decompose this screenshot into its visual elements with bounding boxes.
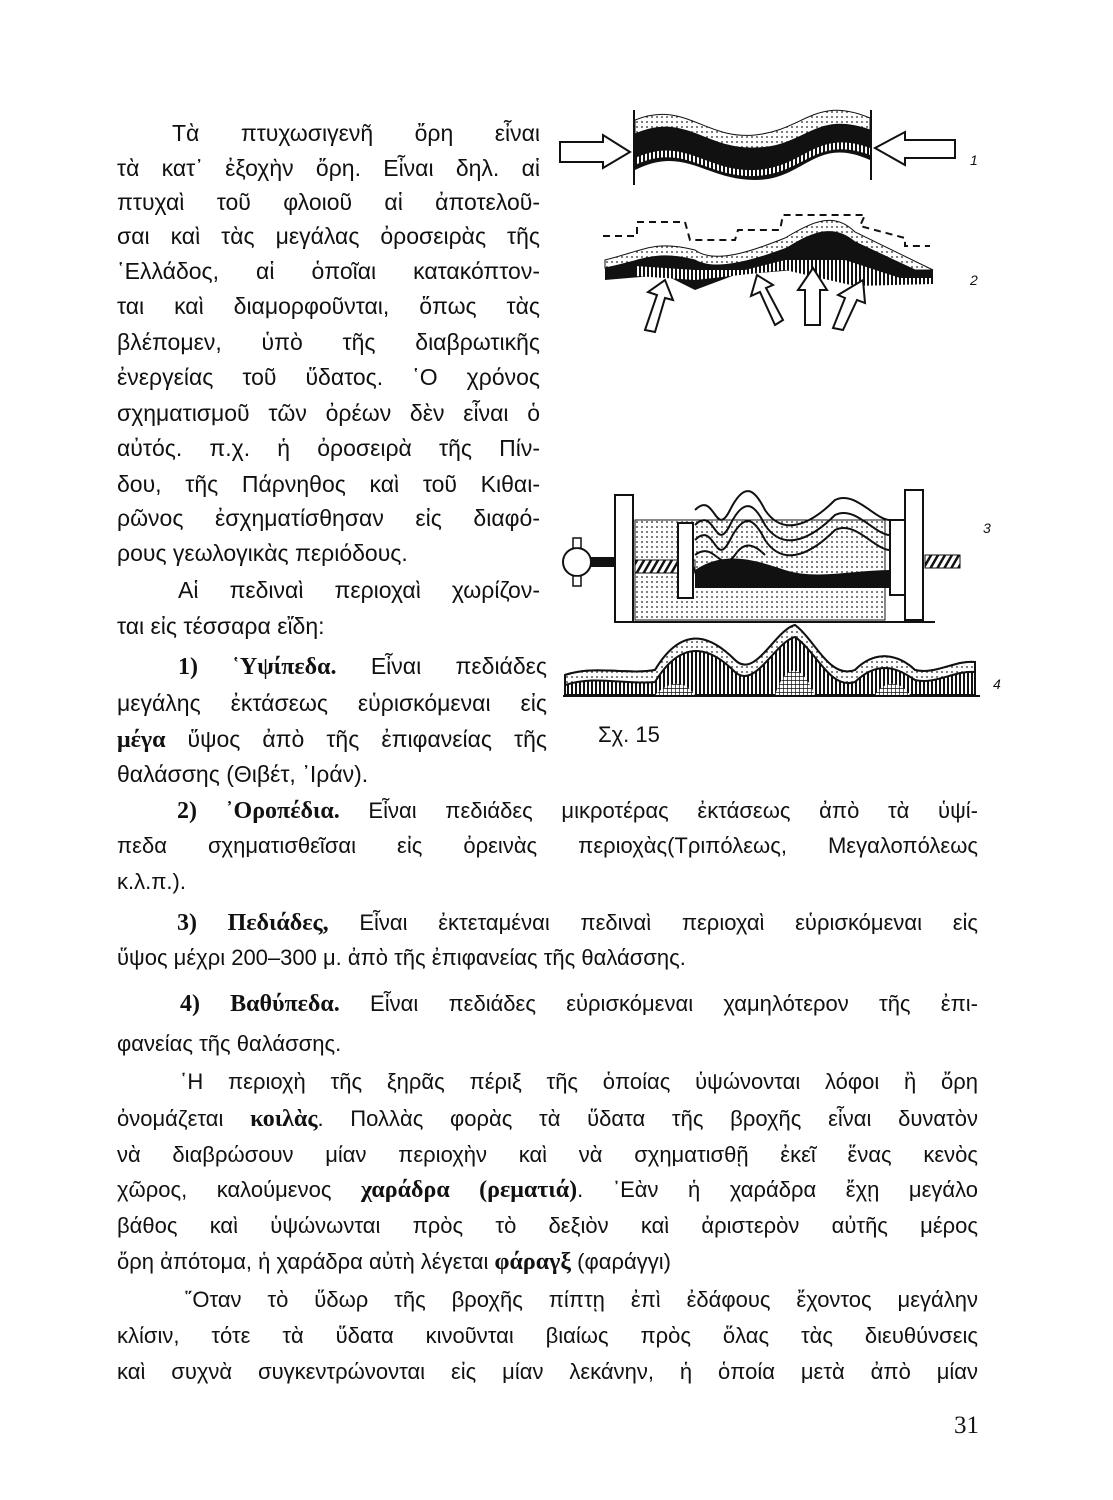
figure-mountain-folding (555, 100, 1005, 720)
text-segment: ται καὶ διαμορφοῦνται, ὅπως τὰς (117, 293, 540, 319)
text-segment: (φαράγγι) (571, 1249, 671, 1274)
text-segment: μεγάλης ἐκτάσεως εὑρισκόμεναι εἰς (117, 690, 547, 716)
text-segment: Εἶναι πεδιάδες μικροτέρας ἐκτάσεως ἀπὸ τὰ ὑψί- (339, 798, 978, 823)
text-segment: Εἶναι ἐκτεταμέναι πεδιναὶ περιοχαὶ εὑρισκόμεναι εἰς (328, 910, 978, 935)
text-segment: ρῶνος ἐσχηματίσθησαν εἰς διαφό- (117, 505, 540, 531)
text-segment: σαι καὶ τὰς μεγάλας ὀροσειρὰς τῆς (117, 223, 540, 249)
text-line (117, 865, 978, 899)
bold-term: χαράδρα (ρεματιά) (360, 1177, 578, 1203)
text-line (117, 1355, 978, 1389)
text-line (177, 906, 978, 940)
text-segment: ῞Οταν τὸ ὕδωρ τῆς βροχῆς πίπτῃ ἐπὶ ἐδάφους ἔχοντος μεγάλην (185, 1287, 978, 1312)
text-line (117, 325, 540, 359)
text-segment: Εἶναι πεδιάδες εὑρισκόμεναι χαμηλότερον τῆς ἐπι- (339, 991, 978, 1016)
text-line (117, 1209, 978, 1243)
text-line (117, 501, 540, 535)
text-segment: Τὰ πτυχωσιγενῆ ὄρη εἶναι (172, 120, 540, 146)
text-line (117, 536, 540, 570)
text-line (117, 1138, 978, 1172)
text-line (117, 151, 540, 185)
text-segment: καὶ συχνὰ συγκεντρώνονται εἰς μίαν λεκάνην, ἡ ὁποία μετὰ ἀπὸ μίαν (117, 1359, 978, 1384)
figure-label-1: 1 (970, 152, 978, 168)
bold-term: μέγα (117, 727, 166, 753)
page-number: 31 (954, 1412, 979, 1439)
text-segment: νὰ διαβρώσουν μίαν περιοχὴν καὶ νὰ σχηματισθῇ ἐκεῖ ἕνας κενὸς (117, 1142, 978, 1167)
text-line (117, 757, 540, 791)
text-segment: Αἱ πεδιναὶ περιοχαὶ χωρίζον- (178, 577, 540, 603)
text-line (117, 219, 540, 253)
text-segment: ὄρη ἀπότομα, ἡ χαράδρα αὐτὴ λέγεται (117, 1249, 495, 1274)
text-line (117, 1102, 978, 1136)
text-segment: ται εἰς τέσσαρα εἴδη: (117, 613, 325, 639)
text-line (117, 609, 540, 643)
figure-label-2: 2 (970, 272, 978, 288)
text-segment: ῾Ελλάδος, αἱ ὁποῖαι κατακόπτον- (117, 258, 540, 284)
text-segment: κ.λ.π.). (117, 869, 186, 894)
text-segment: βάθος καὶ ὑψώνωνται πρὸς τὸ δεξιὸν καὶ ἀριστερὸν αὐτῆς μέρος (117, 1213, 978, 1238)
figure-caption: Σχ. 15 (598, 722, 660, 747)
text-segment: πτυχαὶ τοῦ φλοιοῦ αἱ ἀποτελοῦ- (117, 189, 540, 215)
text-segment: ὀνομάζεται (117, 1106, 251, 1131)
text-segment: φανείας τῆς θαλάσσης. (117, 1031, 342, 1056)
text-segment: Εἶναι πεδιάδες (336, 653, 547, 679)
text-segment: ρους γεωλογικὰς περιόδους. (117, 540, 408, 566)
text-segment: σχηματισμοῦ τῶν ὀρέων δὲν εἶναι ὁ (117, 400, 540, 426)
text-segment: ὕψος μέχρι 200–300 μ. ἀπὸ τῆς ἐπιφανείας τῆς θαλάσσης. (117, 945, 686, 970)
text-segment: πεδα σχηματισθεῖσαι εἰς ὀρεινὰς περιοχὰς(Τριπόλεως, Μεγαλοπόλεως (117, 833, 978, 858)
text-line (180, 1065, 978, 1099)
text-segment: δου, τῆς Πάρνηθος καὶ τοῦ Κιθαι- (117, 471, 540, 497)
text-segment: ὕψος ἀπὸ τῆς ἐπιφανείας τῆς (165, 726, 547, 752)
bold-term: κοιλὰς (250, 1106, 318, 1132)
bold-term: 2) ᾿Οροπέδια. (177, 798, 340, 824)
bold-term: 4) Βαθύπεδα. (180, 991, 340, 1017)
text-line (177, 794, 978, 828)
figure-label-4: 4 (993, 676, 1001, 692)
figure-label-3: 3 (983, 520, 991, 536)
text-segment: αὐτός. π.χ. ἡ ὀροσειρὰ τῆς Πίν- (117, 435, 540, 461)
text-segment: κλίσιν, τότε τὰ ὕδατα κινοῦνται βιαίως πρὸς ὅλας τὰς διευθύνσεις (117, 1323, 978, 1348)
text-segment: . Πολλὰς φορὰς τὰ ὕδατα τῆς βροχῆς εἶναι δυνατὸν (317, 1106, 978, 1131)
diagram-4-folded-strata (563, 625, 980, 696)
text-line (117, 396, 540, 430)
text-line (117, 185, 540, 219)
text-line (178, 649, 547, 683)
text-line (117, 829, 978, 863)
fold-diagrams-illustration (555, 100, 1005, 720)
bold-term: 1) ῾Υψίπεδα. (178, 654, 337, 680)
text-line (117, 941, 865, 975)
bold-term: 3) Πεδιάδες, (177, 910, 329, 936)
text-line (185, 1283, 978, 1317)
text-line (117, 431, 540, 465)
text-line (178, 573, 540, 607)
text-line (117, 289, 540, 323)
text-line (117, 467, 540, 501)
diagram-3-fold-press-experiment (563, 490, 960, 622)
text-line (117, 254, 540, 288)
text-line (117, 722, 547, 756)
text-segment: χῶρος, καλούμενος (117, 1177, 361, 1202)
text-line (117, 1173, 978, 1207)
text-line (117, 1245, 905, 1279)
text-segment: τὰ κατ᾿ ἐξοχὴν ὄρη. Εἶναι δηλ. αἱ (117, 155, 540, 181)
text-segment: βλέπομεν, ὑπὸ τῆς διαβρωτικῆς (117, 329, 540, 355)
text-line (117, 1027, 978, 1061)
text-line (172, 116, 540, 150)
text-segment: ἐνεργείας τοῦ ὕδατος. ῾Ο χρόνος (117, 364, 540, 390)
text-segment: . ᾿Εὰν ἡ χαράδρα ἔχῃ μεγάλο (577, 1177, 978, 1202)
text-segment: ῾Η περιοχὴ τῆς ξηρᾶς πέριξ τῆς ὁποίας ὑψώνονται λόφοι ἢ ὄρη (180, 1069, 978, 1094)
text-line (117, 1319, 978, 1353)
text-line (117, 360, 540, 394)
text-segment: θαλάσσης (Θιβέτ, ᾿Ιράν). (117, 761, 369, 787)
text-line (117, 686, 547, 720)
text-line (180, 987, 978, 1021)
diagram-1-lateral-compression (560, 110, 955, 185)
diagram-2-vertical-uplift (603, 215, 933, 332)
bold-term: φάραγξ (494, 1249, 572, 1275)
